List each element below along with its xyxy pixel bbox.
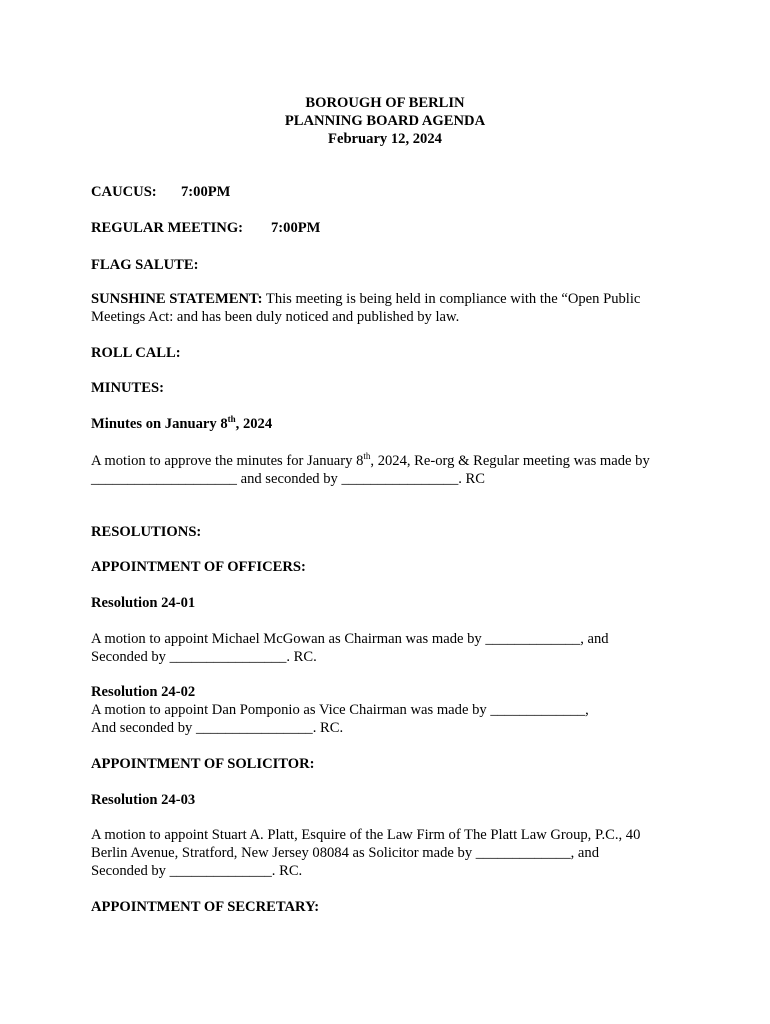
minutes-motion-text: A motion to approve the minutes for January 8 xyxy=(91,453,364,469)
caucus-line xyxy=(91,183,230,201)
officers-heading: APPOINTMENT OF OFFICERS: xyxy=(91,559,306,575)
minutes-motion-line1 xyxy=(91,452,650,470)
regular-meeting-line xyxy=(91,219,320,237)
sunshine-statement-text1: This meeting is being held in compliance with the “Open Public xyxy=(262,291,641,307)
minutes-heading: MINUTES: xyxy=(91,380,164,396)
minutes-motion-sup: th xyxy=(363,451,371,462)
flag-salute-heading: FLAG SALUTE: xyxy=(91,257,199,273)
resolution-24-02-line2: And seconded by ________________. RC. xyxy=(91,720,344,736)
minutes-sub-heading xyxy=(91,415,272,433)
secretary-heading: APPOINTMENT OF SECRETARY: xyxy=(91,899,320,915)
resolution-24-03-line1: A motion to appoint Stuart A. Platt, Esquire of the Law Firm of The Platt Law Group, P.C., 40 xyxy=(91,827,641,843)
sunshine-statement-line2: Meetings Act: and has been duly noticed and published by law. xyxy=(91,309,460,325)
minutes-sub-heading-sup: th xyxy=(227,414,236,425)
regular-meeting-label: REGULAR MEETING: xyxy=(91,220,244,236)
resolution-24-01-line1: A motion to appoint Michael McGowan as Chairman was made by _____________, and xyxy=(91,631,609,647)
resolution-24-03-line2: Berlin Avenue, Stratford, New Jersey 08084 as Solicitor made by _____________, and xyxy=(91,845,599,861)
header-date: February 12, 2024 xyxy=(328,131,442,147)
resolution-24-01-line2: Seconded by ________________. RC. xyxy=(91,649,317,665)
caucus-time: 7:00PM xyxy=(181,184,231,200)
solicitor-heading: APPOINTMENT OF SOLICITOR: xyxy=(91,756,315,772)
resolution-24-01-title: Resolution 24-01 xyxy=(91,595,196,611)
caucus-label: CAUCUS: xyxy=(91,184,157,200)
regular-meeting-time: 7:00PM xyxy=(271,220,321,236)
sunshine-statement-label: SUNSHINE STATEMENT: xyxy=(91,291,263,307)
resolution-24-02-title: Resolution 24-02 xyxy=(91,684,196,700)
header-board-agenda: PLANNING BOARD AGENDA xyxy=(284,113,486,129)
minutes-motion-line2: ____________________ and seconded by ________________. RC xyxy=(91,471,486,487)
resolution-24-03-title: Resolution 24-03 xyxy=(91,792,196,808)
roll-call-heading: ROLL CALL: xyxy=(91,345,181,361)
minutes-sub-heading-year: , 2024 xyxy=(235,416,273,432)
sunshine-statement-line1 xyxy=(91,290,640,308)
resolution-24-02-line1: A motion to appoint Dan Pomponio as Vice Chairman was made by _____________, xyxy=(91,702,589,718)
resolution-24-03-line3: Seconded by ______________. RC. xyxy=(91,863,303,879)
resolutions-heading: RESOLUTIONS: xyxy=(91,524,202,540)
minutes-sub-heading-text: Minutes on January 8 xyxy=(91,416,228,432)
header-borough: BOROUGH OF BERLIN xyxy=(305,95,465,111)
minutes-motion-rest: , 2024, Re-org & Regular meeting was made by xyxy=(370,453,650,469)
